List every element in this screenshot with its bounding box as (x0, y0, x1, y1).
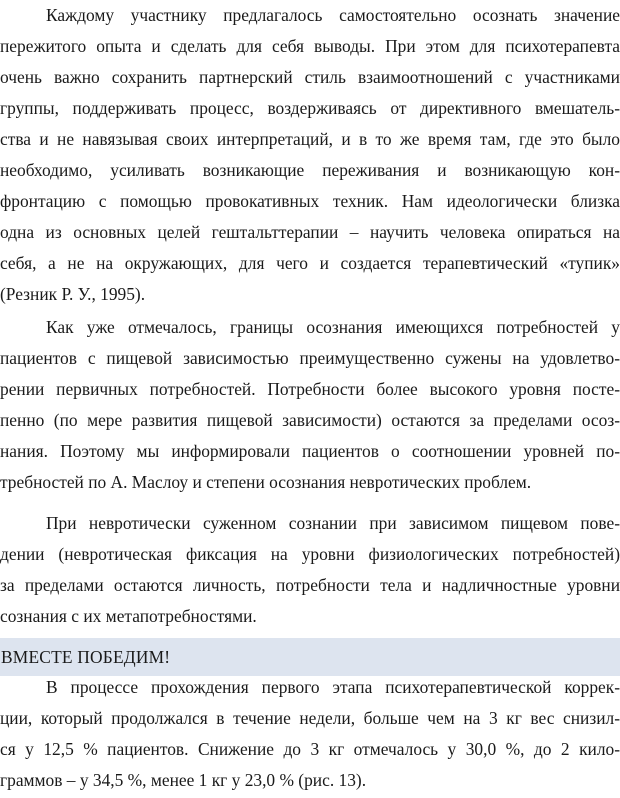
text-line: сознания с их метапотребностями. (0, 606, 257, 626)
text-line: ся у 12,5 % пациентов. Снижение до 3 кг отмечалось у 30,0 %, до 2 кило- (0, 739, 620, 759)
paragraph-4 (0, 672, 620, 796)
text-line: ства и не навязывая своих интерпретаций, и в то же время там, где это было (0, 129, 620, 149)
text-line: При невротически суженном сознании при зависимом пищевом пове- (46, 513, 620, 533)
text-line: дении (невротическая фиксация на уровни физиологических потребностей) (0, 544, 620, 564)
text-line: фронтацию с помощью провокативных техник. Нам идеологически близка (0, 191, 620, 211)
text-line: пациентов с пищевой зависимостью преимущественно сужены на удовлетво- (0, 348, 620, 368)
text-line: граммов – у 34,5 %, менее 1 кг у 23,0 % (рис. 13). (0, 770, 367, 790)
text-line: требностей по А. Маслоу и степени осознания невротических проблем. (0, 472, 532, 492)
paragraph-3 (0, 508, 620, 632)
text-line: группы, поддерживать процесс, воздерживаясь от директивного вмешатель- (0, 98, 620, 118)
text-line: пенно (по мере развития пищевой зависимости) остаются за пределами осоз- (0, 410, 620, 430)
text-line: одна из основных целей гештальттерапии – научить человека опираться на (0, 222, 620, 242)
text-line: необходимо, усиливать возникающие переживания и возникающую кон- (0, 160, 620, 180)
text-line: Каждому участнику предлагалось самостоятельно осознать значение (46, 5, 620, 25)
text-line: себя, а не на окружающих, для чего и создается терапевтический «тупик» (0, 253, 620, 273)
text-line: (Резник Р. У., 1995). (0, 284, 146, 304)
watermark-banner: ВМЕСТЕ ПОБЕДИМ! (0, 638, 620, 676)
text-line: ции, который продолжался в течение недели, больше чем на 3 кг вес снизил- (0, 708, 620, 728)
text-line: нания. Поэтому мы информировали пациентов о соотношении уровней по- (0, 441, 620, 461)
paragraph-1 (0, 0, 620, 310)
text-line: В процессе прохождения первого этапа психотерапевтической коррек- (46, 677, 620, 697)
text-line: Как уже отмечалось, границы осознания имеющихся потребностей у (46, 317, 620, 337)
text-line: очень важно сохранить партнерский стиль взаимоотношений с участниками (0, 67, 620, 87)
text-line: за пределами остаются личность, потребности тела и надличностные уровни (0, 575, 620, 595)
text-line: пережитого опыта и сделать для себя выводы. При этом для психотерапевта (0, 36, 620, 56)
text-line: рении первичных потребностей. Потребности более высокого уровня посте- (0, 379, 620, 399)
paragraph-2 (0, 312, 620, 498)
